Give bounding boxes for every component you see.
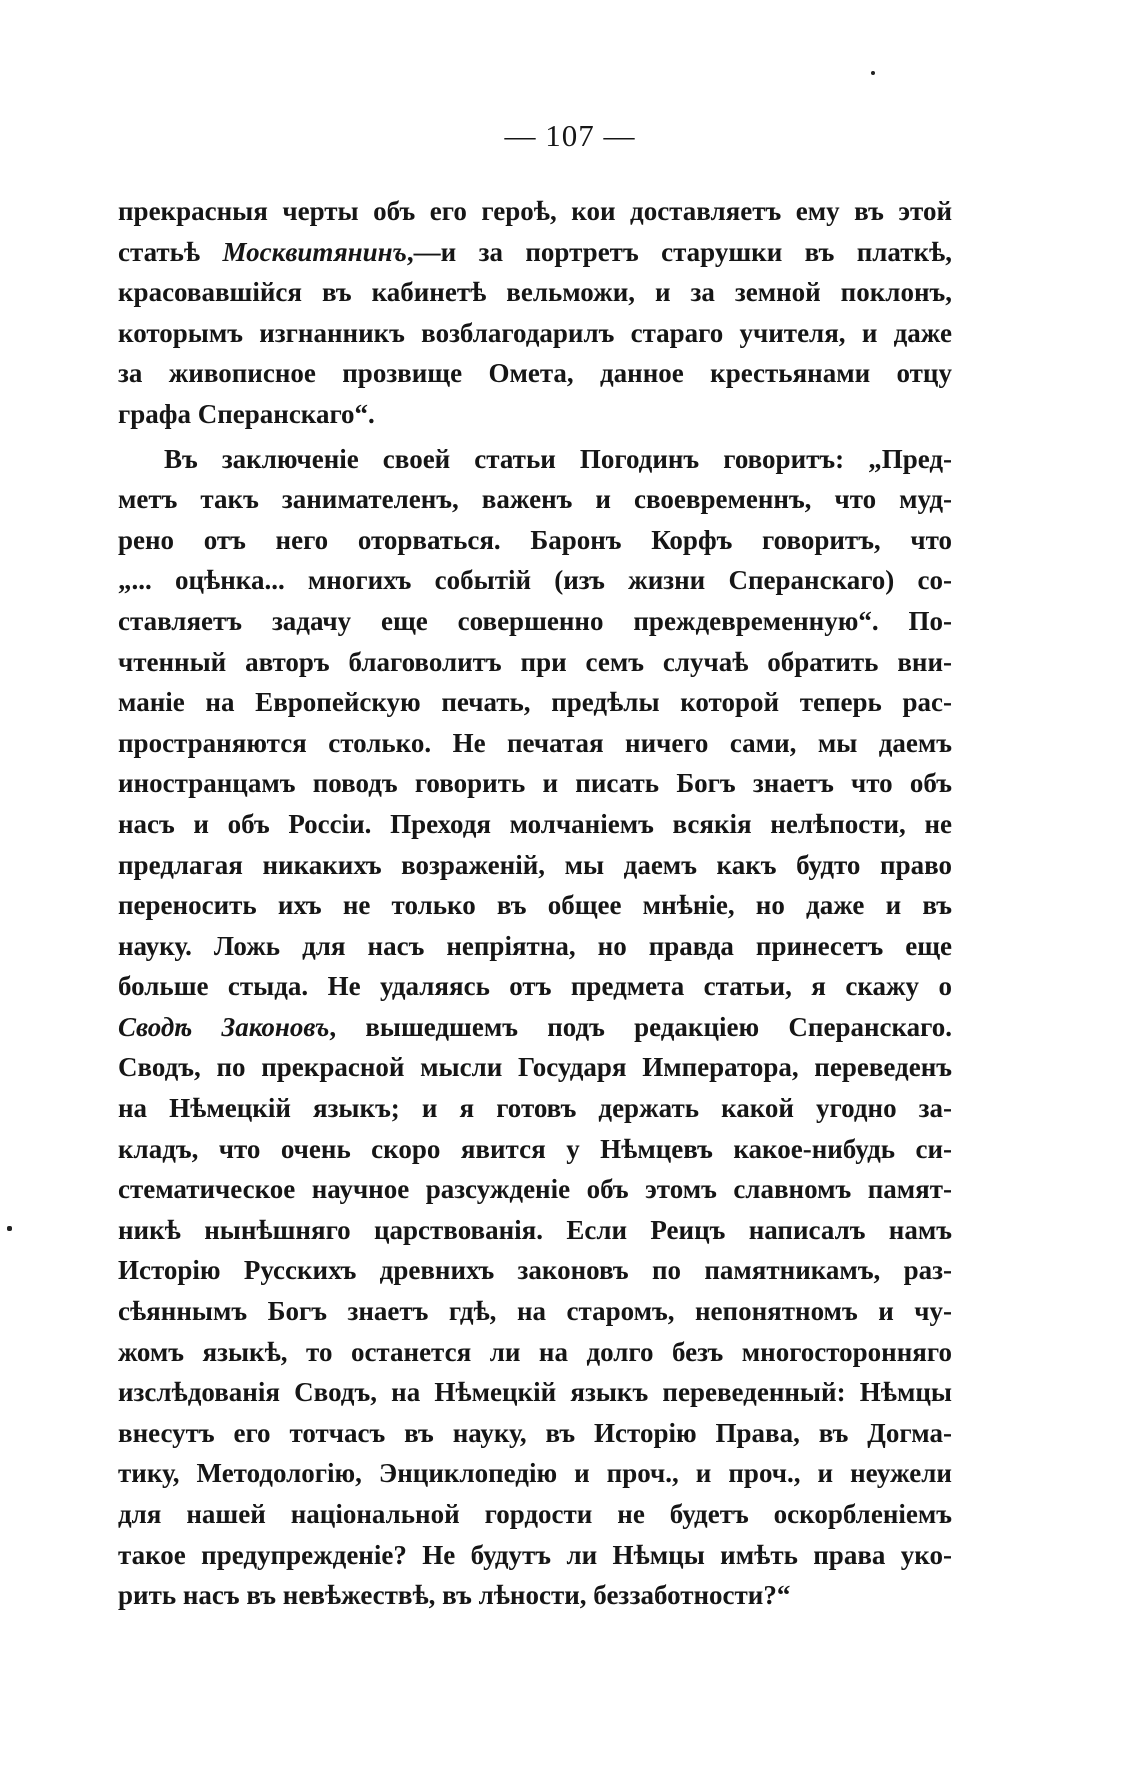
text-segment: такое предупрежденіе? Не будутъ ли Нѣмцы имѣть права уко- <box>118 1539 952 1570</box>
text-line <box>118 1535 952 1576</box>
text-line <box>118 763 952 804</box>
text-line <box>118 1129 952 1170</box>
text-segment: статьѣ <box>118 236 223 267</box>
text-line <box>118 1413 952 1454</box>
text-line <box>118 1210 952 1251</box>
text-segment: ,—и за портретъ старушки въ платкѣ, <box>406 236 953 267</box>
text-line <box>118 272 952 313</box>
scan-speck-left-margin <box>7 1226 12 1231</box>
text-segment: чтенный авторъ благоволитъ при семъ случаѣ обратить вни- <box>118 646 952 677</box>
text-segment: тику, Методологію, Энциклопедію и проч., и проч., и неужели <box>118 1458 952 1489</box>
text-segment: которымъ изгнанникъ возблагодарилъ стараго учителя, и даже <box>118 317 952 348</box>
text-line <box>118 232 952 273</box>
text-segment: , вышедшемъ подъ редакціею Сперанскаго. <box>329 1011 952 1042</box>
italic-title: Москвитянинъ <box>222 236 407 267</box>
text-segment: рить насъ въ невѣжествѣ, въ лѣности, беззаботности?“ <box>118 1580 791 1611</box>
text-segment: стематическое научное разсужденіе объ этомъ славномъ памят- <box>118 1174 952 1205</box>
text-line <box>118 1453 952 1494</box>
text-line <box>118 520 952 561</box>
text-line <box>118 479 952 520</box>
text-segment: за живописное прозвище Омета, данное крестьянами отцу <box>118 358 952 389</box>
scan-speck-top <box>871 71 875 75</box>
text-segment: для нашей національной гордости не будетъ оскорбленіемъ <box>118 1499 952 1529</box>
text-segment: Исторію Русскихъ древнихъ законовъ по памятникамъ, раз- <box>118 1255 952 1286</box>
text-line <box>118 1250 952 1291</box>
text-segment: на Нѣмецкій языкъ; и я готовъ держать какой угодно за- <box>118 1093 952 1124</box>
text-segment: кладъ, что очень скоро явится у Нѣмцевъ какое-нибудь си- <box>118 1133 952 1164</box>
text-line <box>118 642 952 683</box>
body-text <box>118 191 952 1616</box>
text-line <box>118 1494 952 1535</box>
italic-title: Сводѣ Законовъ <box>118 1011 330 1042</box>
page-number: — 107 — <box>504 118 636 153</box>
text-segment: изслѣдованія Сводъ, на Нѣмецкій языкъ переведенный: Нѣмцы <box>118 1377 952 1408</box>
text-line <box>118 1047 952 1088</box>
text-line <box>118 926 952 967</box>
text-segment: прекрасныя черты объ его героѣ, кои доставляетъ ему въ этой <box>118 196 952 226</box>
text-segment: красовавшійся въ кабинетѣ вельможи, и за земной поклонъ, <box>118 277 952 308</box>
text-segment: маніе на Европейскую печать, предѣлы которой теперь рас- <box>118 687 952 718</box>
text-segment: Въ заключеніе своей статьи Погодинъ говоритъ: „Пред- <box>164 443 952 474</box>
text-segment: никѣ нынѣшняго царствованія. Если Реицъ написалъ намъ <box>118 1214 952 1245</box>
text-segment: метъ такъ занимателенъ, важенъ и своевременнъ, что муд- <box>118 484 952 515</box>
text-line <box>118 804 952 845</box>
text-segment: сѣяннымъ Богъ знаетъ гдѣ, на старомъ, непонятномъ и чу- <box>118 1296 952 1327</box>
text-line <box>118 1169 952 1210</box>
text-line <box>118 439 952 480</box>
text-segment: предлагая никакихъ возраженій, мы даемъ какъ будто право <box>118 849 952 880</box>
text-segment: „... оцѣнка... многихъ событій (изъ жизни Сперанскаго) со- <box>118 565 952 596</box>
text-line <box>118 1332 952 1373</box>
text-line <box>118 966 952 1007</box>
text-line <box>118 394 952 435</box>
text-segment: насъ и объ Россіи. Преходя молчаніемъ всякія нелѣпости, не <box>118 808 952 839</box>
text-segment: науку. Ложь для насъ непріятна, но правда принесетъ еще <box>118 930 952 961</box>
text-segment: рено отъ него оторваться. Баронъ Корфъ говоритъ, что <box>118 524 952 555</box>
text-line <box>118 682 952 723</box>
text-line <box>118 723 952 764</box>
text-line <box>118 353 952 394</box>
text-line <box>118 601 952 642</box>
text-line <box>118 191 952 232</box>
text-line <box>118 1291 952 1332</box>
text-segment: иностранцамъ поводъ говорить и писать Богъ знаетъ что объ <box>118 768 952 799</box>
text-segment: внесутъ его тотчасъ въ науку, въ Исторію Права, въ Догма- <box>118 1417 952 1448</box>
text-segment: Сводъ, по прекрасной мысли Государя Императора, переведенъ <box>118 1052 952 1083</box>
text-segment: пространяются столько. Не печатая ничего сами, мы даемъ <box>118 727 952 758</box>
text-segment: больше стыда. Не удаляясь отъ предмета статьи, я скажу о <box>118 971 952 1002</box>
text-line <box>118 1007 952 1048</box>
text-line <box>118 885 952 926</box>
text-line <box>118 1372 952 1413</box>
text-line <box>118 313 952 354</box>
text-segment: графа Сперанскаго“. <box>118 398 375 429</box>
text-segment: переносить ихъ не только въ общее мнѣніе, но даже и въ <box>118 890 952 921</box>
text-line <box>118 845 952 886</box>
text-line <box>118 1088 952 1129</box>
text-segment: ставляетъ задачу еще совершенно преждевременную“. По- <box>118 605 952 636</box>
text-segment: жомъ языкѣ, то останется ли на долго безъ многосторонняго <box>118 1336 952 1367</box>
text-line <box>118 1575 952 1616</box>
text-line <box>118 560 952 601</box>
